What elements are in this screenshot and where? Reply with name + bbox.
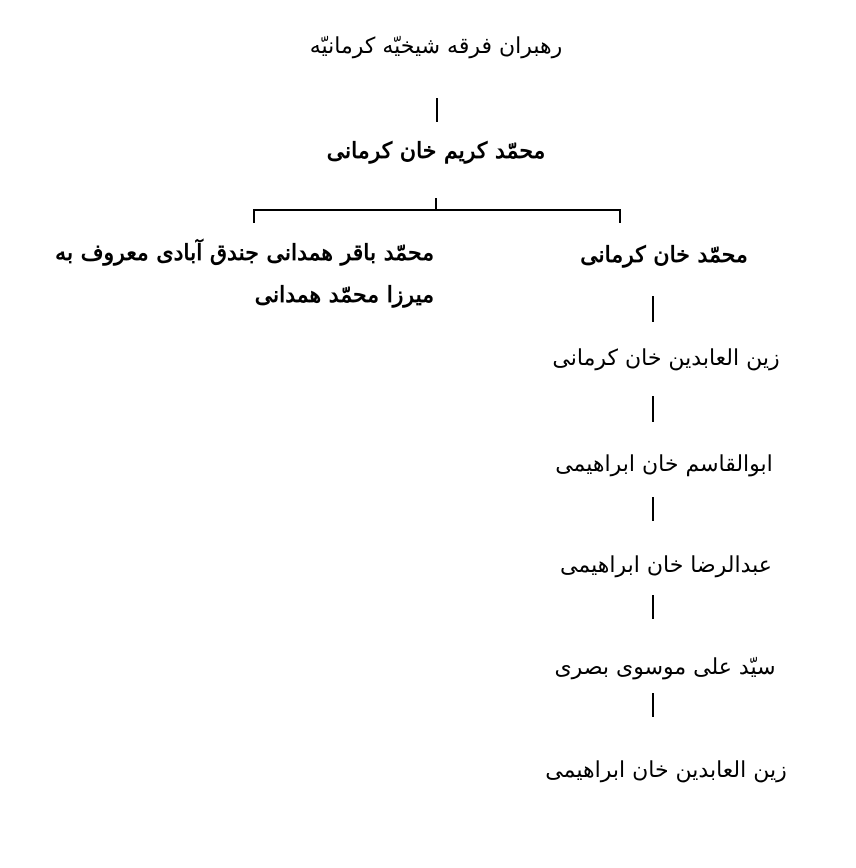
chart-title: رهبران فرقه شیخیّه کرمانیّه <box>309 34 563 59</box>
right-node-5: سیّد علی موسوی بصری <box>554 655 776 680</box>
right-node-1: محمّد خان کرمانی <box>580 242 748 268</box>
left-branch-line1: محمّد باقر همدانی جندق آبادی معروف به <box>55 240 434 266</box>
connector-branch-left <box>253 209 255 223</box>
connector-right-5 <box>652 693 654 717</box>
connector-title-root <box>436 98 438 122</box>
branch-horizontal-line <box>253 209 621 211</box>
connector-right-1 <box>652 296 654 322</box>
connector-right-4 <box>652 595 654 619</box>
left-branch-line2: میرزا محمّد همدانی <box>254 282 434 308</box>
right-node-2: زین العابدین خان کرمانی <box>552 346 780 371</box>
connector-right-3 <box>652 497 654 521</box>
right-node-6: زین العابدین خان ابراهیمی <box>545 758 787 783</box>
right-node-3: ابوالقاسم خان ابراهیمی <box>555 452 773 477</box>
left-branch-node <box>55 232 434 316</box>
connector-right-2 <box>652 396 654 422</box>
root-node: محمّد کریم خان کرمانی <box>326 138 546 164</box>
connector-branch-right <box>619 209 621 223</box>
right-node-4: عبدالرضا خان ابراهیمی <box>560 553 772 578</box>
